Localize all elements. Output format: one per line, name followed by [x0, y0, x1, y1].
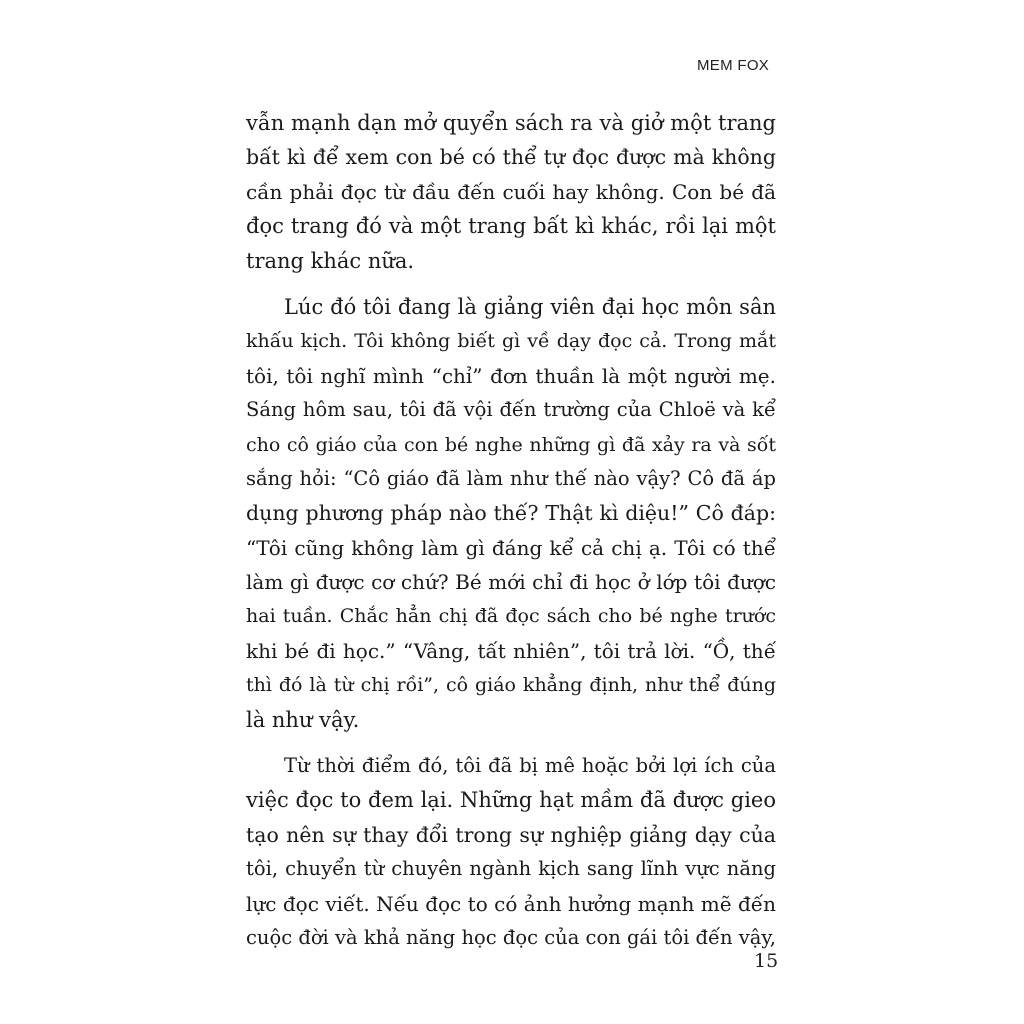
paragraph-3: [246, 749, 776, 955]
text-line: “Tôi cũng không làm gì đáng kể cả chị ạ. Tôi có thể: [246, 535, 776, 560]
text-line: trang khác nữa.: [246, 248, 415, 273]
text-line: cuộc đời và khả năng học đọc của con gái tôi đến vậy,: [246, 925, 777, 949]
text-line: Từ thời điểm đó, tôi đã bị mê hoặc bởi lợi ích của: [284, 754, 776, 778]
paragraph-2: [246, 290, 776, 737]
text-line: hai tuần. Chắc hẳn chị đã đọc sách cho bé nghe trước: [246, 605, 776, 628]
text-line: làm gì được cơ chứ? Bé mới chỉ đi học ở lớp tôi được: [246, 570, 776, 595]
text-line: lực đọc viết. Nếu đọc to có ảnh hưởng mạnh mẽ đến: [246, 891, 776, 916]
text-line: Lúc đó tôi đang là giảng viên đại học môn sân: [284, 294, 776, 319]
running-header: MEM FOX: [697, 57, 770, 74]
page-number: 15: [754, 950, 779, 972]
text-line: thì đó là từ chị rồi”, cô giáo khẳng định, như thể đúng: [246, 674, 776, 697]
text-line: tôi, chuyển từ chuyên ngành kịch sang lĩnh vực năng: [246, 857, 776, 881]
text-line: cần phải đọc từ đầu đến cuối hay không. Con bé đã: [246, 179, 776, 204]
text-line: dụng phương pháp nào thế? Thật kì diệu!” Cô đáp:: [246, 501, 776, 526]
text-line: cho cô giáo của con bé nghe những gì đã xảy ra và sốt: [246, 433, 776, 456]
text-line: bất kì để xem con bé có thể tự đọc được mà không: [246, 145, 776, 170]
text-line: khấu kịch. Tôi không biết gì về dạy đọc cả. Trong mắt: [246, 330, 776, 353]
text-line: tạo nên sự thay đổi trong sự nghiệp giảng dạy của: [246, 822, 776, 847]
text-line: vẫn mạnh dạn mở quyển sách ra và giở một trang: [246, 111, 776, 135]
body-text: [246, 106, 776, 955]
text-line: Sáng hôm sau, tôi đã vội đến trường của Chloë và kể: [246, 398, 776, 422]
text-line: việc đọc to đem lại. Những hạt mầm đã được gieo: [246, 788, 776, 813]
text-line: đọc trang đó và một trang bất kì khác, rồi lại một: [246, 214, 776, 239]
text-line: sắng hỏi: “Cô giáo đã làm như thế nào vậy? Cô đã áp: [246, 466, 776, 490]
text-line: khi bé đi học.” “Vâng, tất nhiên”, tôi trả lời. “Ồ, thế: [246, 638, 776, 663]
paragraph-1: [246, 106, 776, 278]
text-line: là như vậy.: [246, 707, 360, 732]
text-line: tôi, tôi nghĩ mình “chỉ” đơn thuần là một người mẹ.: [246, 363, 776, 388]
